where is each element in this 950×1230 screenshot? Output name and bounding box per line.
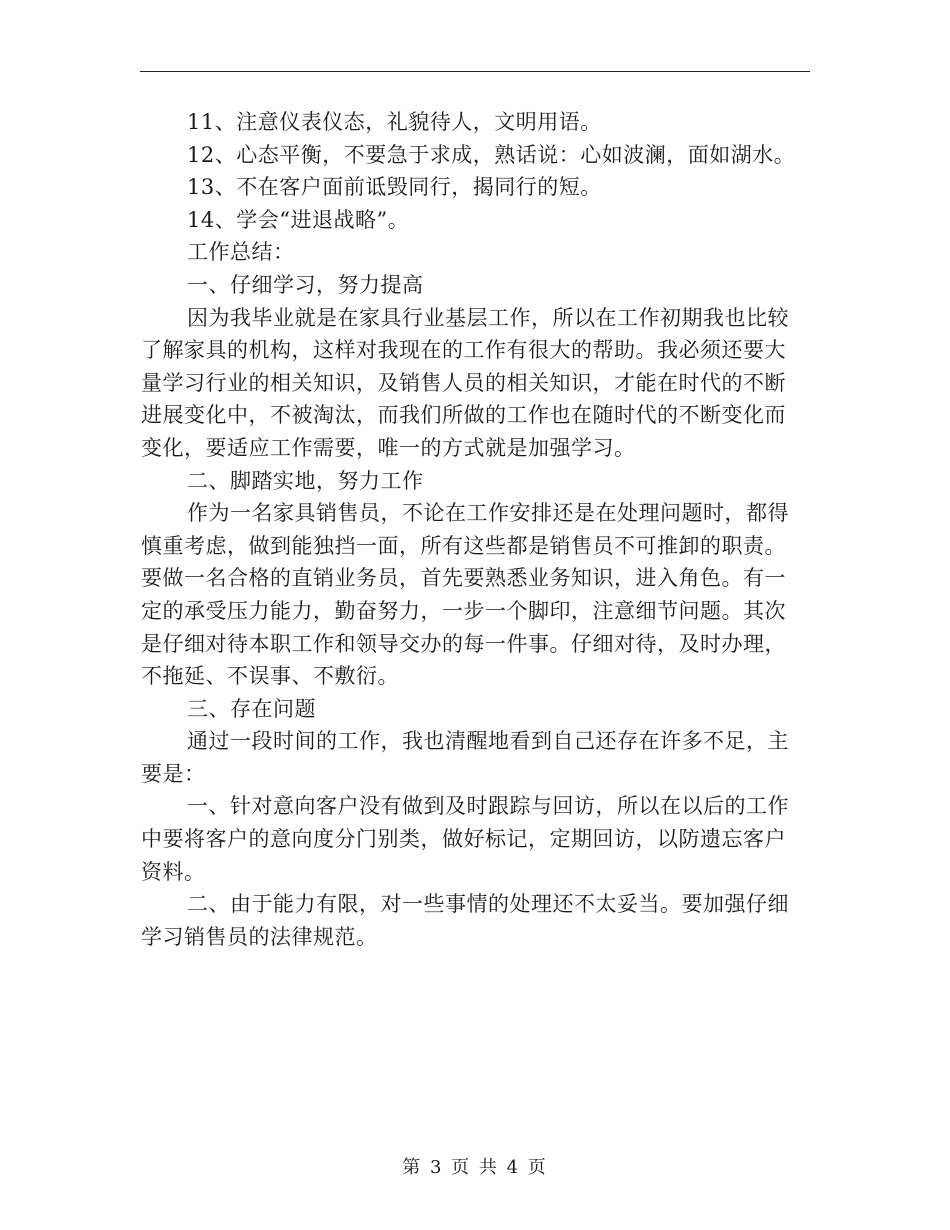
text-line: 量学习行业的相关知识，及销售人员的相关知识，才能在时代的不断 bbox=[141, 370, 786, 395]
text-line: 12、心态平衡，不要急于求成，熟话说：心如波澜，面如湖水。 bbox=[187, 142, 796, 167]
text-line: 是仔细对待本职工作和领导交办的每一件事。仔细对待，及时办理， bbox=[141, 631, 786, 656]
text-line: 作为一名家具销售员，不论在工作安排还是在处理问题时，都得 bbox=[187, 501, 789, 526]
text-line: 二、脚踏实地，努力工作 bbox=[187, 468, 424, 493]
text-line: 一、针对意向客户没有做到及时跟踪与回访，所以在以后的工作 bbox=[187, 794, 789, 819]
text-line: 一、仔细学习，努力提高 bbox=[187, 272, 424, 297]
text-line: 工作总结： bbox=[187, 240, 295, 265]
header-divider bbox=[140, 71, 810, 72]
document-body bbox=[141, 106, 811, 953]
page-footer: 第 3 页 共 4 页 bbox=[402, 1157, 548, 1178]
text-line: 要是： bbox=[141, 761, 206, 786]
text-line: 定的承受压力能力，勤奋努力，一步一个脚印，注意细节问题。其次 bbox=[141, 598, 786, 623]
text-line: 了解家具的机构，这样对我现在的工作有很大的帮助。我必须还要大 bbox=[141, 338, 786, 363]
text-line: 因为我毕业就是在家具行业基层工作，所以在工作初期我也比较 bbox=[187, 305, 789, 330]
text-line: 11、注意仪表仪态，礼貌待人，文明用语。 bbox=[187, 110, 602, 134]
text-line: 中要将客户的意向度分门别类，做好标记，定期回访，以防遗忘客户 bbox=[141, 827, 786, 852]
text-line: 变化，要适应工作需要，唯一的方式就是加强学习。 bbox=[141, 435, 636, 460]
text-line: 14、学会“进退战略”。 bbox=[187, 207, 410, 232]
text-line: 不拖延、不误事、不敷衍。 bbox=[141, 664, 399, 689]
text-line: 要做一名合格的直销业务员，首先要熟悉业务知识，进入角色。有一 bbox=[141, 566, 786, 591]
text-line: 慎重考虑，做到能独挡一面，所有这些都是销售员不可推卸的职责。 bbox=[141, 533, 786, 558]
text-line: 二、由于能力有限，对一些事情的处理还不太妥当。要加强仔细 bbox=[187, 892, 789, 917]
text-line: 进展变化中，不被淘汰，而我们所做的工作也在随时代的不断变化而 bbox=[141, 403, 786, 428]
text-line: 通过一段时间的工作，我也清醒地看到自己还存在许多不足，主 bbox=[187, 729, 789, 754]
text-line: 资料。 bbox=[141, 859, 206, 884]
text-line: 13、不在客户面前诋毁同行，揭同行的短。 bbox=[187, 175, 602, 200]
text-line: 三、存在问题 bbox=[187, 696, 316, 721]
text-line: 学习销售员的法律规范。 bbox=[141, 924, 378, 949]
